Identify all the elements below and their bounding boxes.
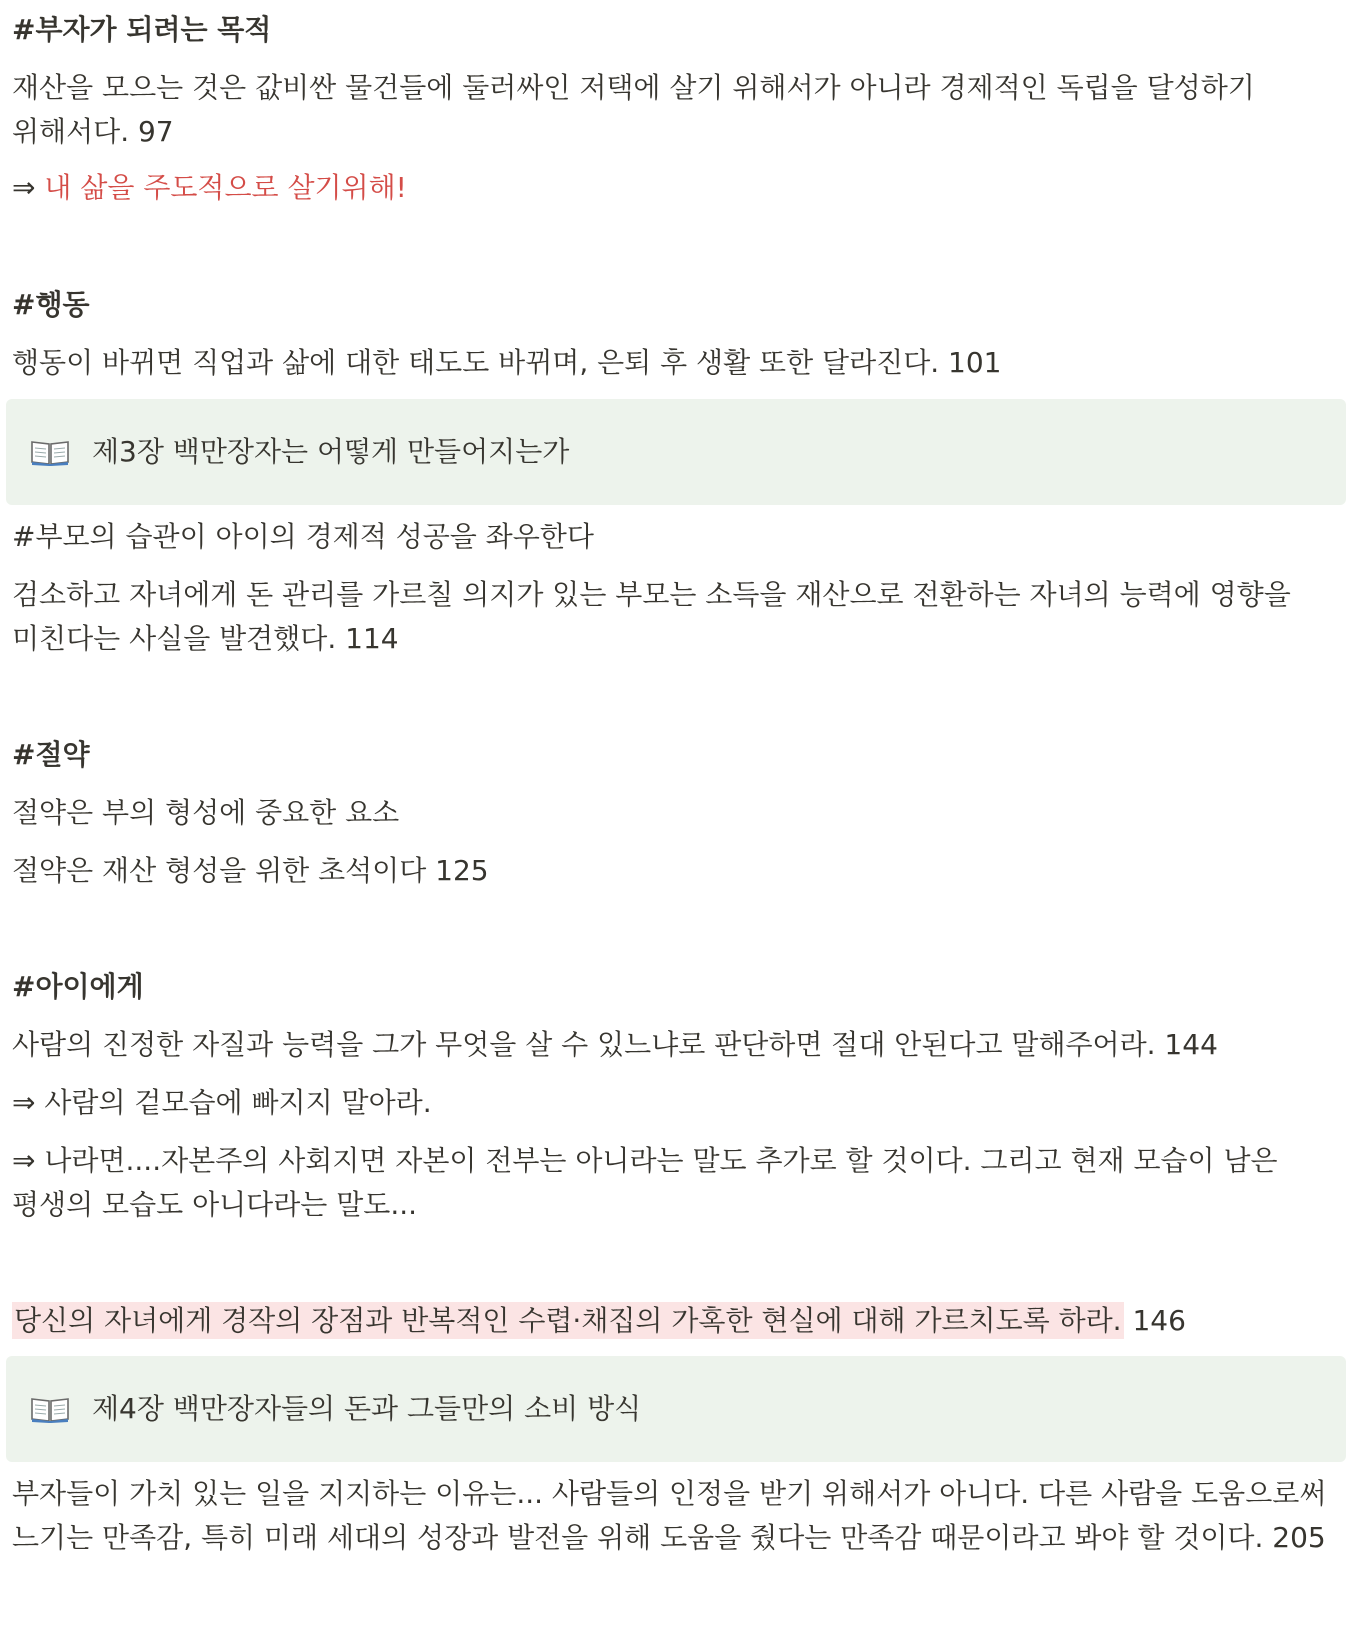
text-children-1: 사람의 진정한 자질과 능력을 그가 무엇을 살 수 있느냐로 판단하면 절대 안된다고 말해주어라. 144 [12,1028,1218,1061]
text-red-note: 내 삶을 주도적으로 살기위해! [44,171,407,204]
section-action [12,283,1340,327]
text-parents: 검소하고 자녀에게 돈 관리를 가르칠 의지가 있는 부모는 소득을 재산으로 전환하는 자녀의 능력에 영향을 미친다는 사실을 발견했다. 114 [12,578,1291,655]
arrow-symbol: ⇒ [12,171,45,204]
section-parents [12,515,1340,559]
paragraph-action [12,341,1340,385]
text-saving-2: 절약은 재산 형성을 위한 초석이다 125 [12,854,489,887]
text-action: 행동이 바뀌면 직업과 삶에 대한 태도도 바뀌며, 은퇴 후 생활 또한 달라진다. 101 [12,346,1002,379]
paragraph-purpose [12,66,1340,154]
callout-chapter4[interactable] [6,1356,1346,1462]
heading-purpose: #부자가 되려는 목적 [12,13,272,46]
section-children [12,965,1340,1009]
paragraph-parents [12,573,1340,661]
text-giving: 부자들이 가치 있는 일을 지지하는 이유는... 사람들의 인정을 받기 위해서가 아니다. 다른 사람을 도움으로써 느기는 만족감, 특히 미래 세대의 성장과 발전을 위해 도움을 줬다는 만족감 때문이라고 봐야 할 것이다. 205 [12,1477,1327,1554]
paragraph-highlight [12,1299,1340,1343]
section-purpose [12,8,1340,52]
paragraph-giving [12,1472,1340,1560]
open-book-icon [30,1395,70,1423]
callout-chapter4-wrap [12,1356,1340,1462]
paragraph-children-1 [12,1023,1340,1067]
heading-action: #행동 [12,288,90,321]
section-saving [12,733,1340,777]
heading-saving: #절약 [12,738,90,771]
paragraph-saving-2 [12,849,1340,893]
paragraph-purpose-note [12,166,1340,210]
callout-chapter3-text: 제3장 백만장자는 어떻게 만들어지는가 [92,435,570,468]
paragraph-children-3 [12,1139,1340,1227]
callout-chapter3[interactable] [6,399,1346,505]
highlighted-text: 당신의 자녀에게 경작의 장점과 반복적인 수렵·채집의 가혹한 현실에 대해 가르치도록 하라. [14,1304,1122,1337]
text-saving-1: 절약은 부의 형성에 중요한 요소 [12,796,400,829]
text-children-2: ⇒ 사람의 겉모습에 빠지지 말아라. [12,1086,432,1119]
heading-parents: #부모의 습관이 아이의 경제적 성공을 좌우한다 [12,520,594,553]
callout-chapter4-text: 제4장 백만장자들의 돈과 그들만의 소비 방식 [92,1392,642,1425]
paragraph-saving-1 [12,791,1340,835]
page-number: 146 [1123,1304,1186,1337]
text-children-3: ⇒ 나라면....자본주의 사회지면 자본이 전부는 아니라는 말도 추가로 할 것이다. 그리고 현재 모습이 남은 평생의 모습도 아니다라는 말도... [12,1144,1278,1221]
open-book-icon [30,438,70,466]
heading-children: #아이에게 [12,970,144,1003]
text-purpose-quote: 재산을 모으는 것은 값비싼 물건들에 둘러싸인 저택에 살기 위해서가 아니라 경제적인 독립을 달성하기 위해서다. 97 [12,71,1255,148]
paragraph-children-2 [12,1081,1340,1125]
callout-chapter3-wrap [12,399,1340,505]
